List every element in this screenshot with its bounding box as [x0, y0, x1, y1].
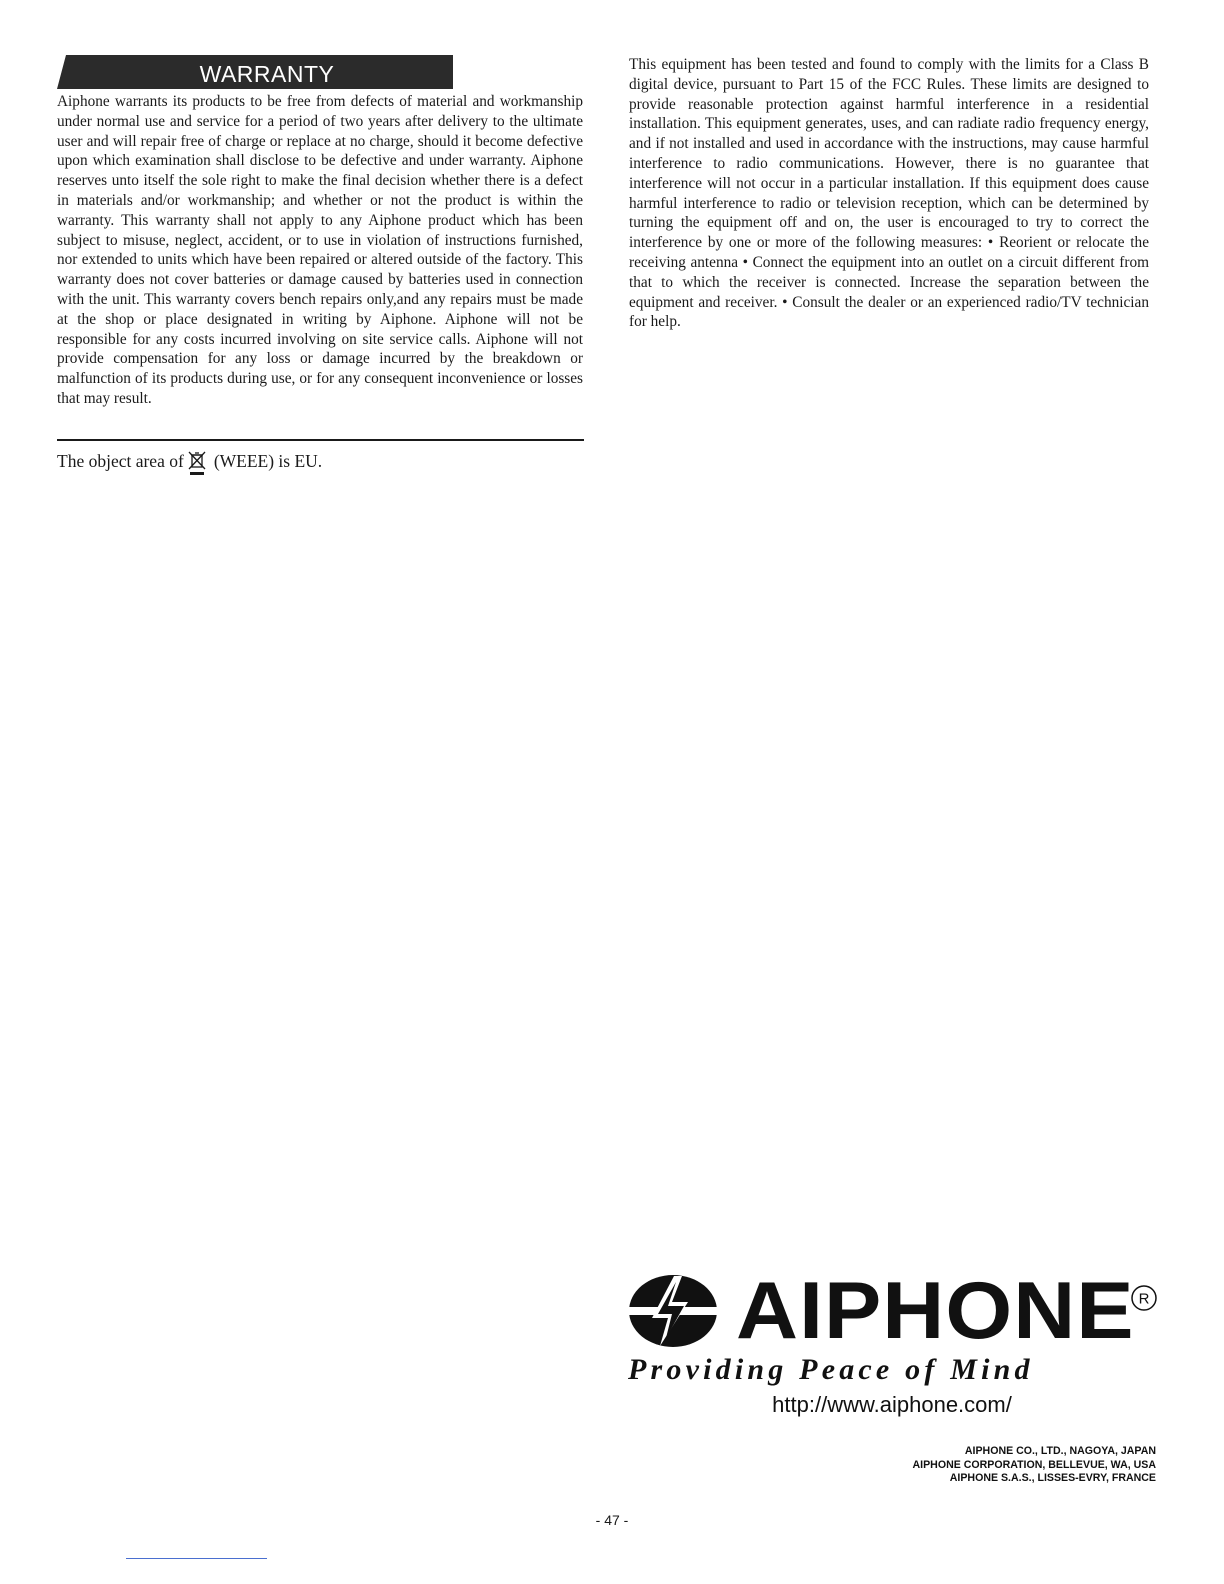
footer-link-underline [126, 1558, 267, 1559]
warranty-title: WARRANTY [199, 61, 335, 87]
address-line: AIPHONE CORPORATION, BELLEVUE, WA, USA [912, 1458, 1156, 1471]
weee-suffix: (WEEE) is EU. [213, 451, 323, 471]
registered-mark-icon [1130, 1284, 1158, 1312]
page-number: - 47 - [595, 1512, 629, 1528]
weee-statement [57, 450, 322, 476]
brand-name: AIPHONE [736, 1266, 1135, 1356]
warranty-text: Aiphone warrants its products to be free from defects of material and workmanship under normal use and service for a period of two years after delivery to the ultimate user and will repair free of charge or replace at no charge, should it become defective upon which examination shall disclose to be defective and under warranty. Aiphone reserves unto itself the sole right to make the final decision whether there is a defect in materials and/or workmanship; and whether or not the product is within the warranty. This warranty shall not apply to any Aiphone product which has been subject to misuse, neglect, accident, or to use in violation of instructions furnished, nor extended to units which have been repaired or altered outside of the factory. This warranty does not cover batteries or damage caused by batteries used in connection with the unit. This warranty covers bench repairs only,and any repairs must be made at the shop or place designated in writing by Aiphone. Aiphone will not be responsible for any costs incurred involving on site service calls. Aiphone will not provide compensation for any loss or damage incurred by the breakdown or malfunction of its products during use, or for any consequent inconvenience or losses that may result. [57, 93, 583, 407]
website-link[interactable]: http://www.aiphone.com/ [772, 1392, 1012, 1417]
crossed-bin-icon [188, 450, 206, 476]
svg-text:R: R [1138, 1290, 1150, 1308]
section-divider [57, 439, 584, 441]
brand-tagline: Providing Peace of Mind [628, 1353, 1034, 1386]
company-addresses [913, 1445, 1156, 1486]
weee-prefix: The object area of [57, 451, 184, 471]
address-line: AIPHONE CO., LTD., NAGOYA, JAPAN [964, 1445, 1156, 1457]
address-line: AIPHONE S.A.S., LISSES-EVRY, FRANCE [949, 1472, 1156, 1484]
fcc-statement: This equipment has been tested and found to comply with the limits for a Class B digital device, pursuant to Part 15 of the FCC Rules. These limits are designed to provide reasonable protection against harmful interference in a residential installation. This equipment generates, uses, and can radiate radio frequency energy, and if not installed and used in accordance with the instructions, may cause harmful interference to radio communications. However, there is no guarantee that interference will not occur in a particular installation. If this equipment does cause harmful interference to radio or television reception, which can be determined by turning the equipment off and on, the user is encouraged to try to correct the interference by one or more of the following measures: • Reorient or relocate the receiving antenna • Connect the equipment into an outlet on a circuit different from that to which the receiver is connected. Increase the separation between the equipment and receiver. • Consult the dealer or an experienced radio/TV technician for help. [629, 56, 1149, 331]
aiphone-lightning-globe-icon [628, 1274, 718, 1348]
